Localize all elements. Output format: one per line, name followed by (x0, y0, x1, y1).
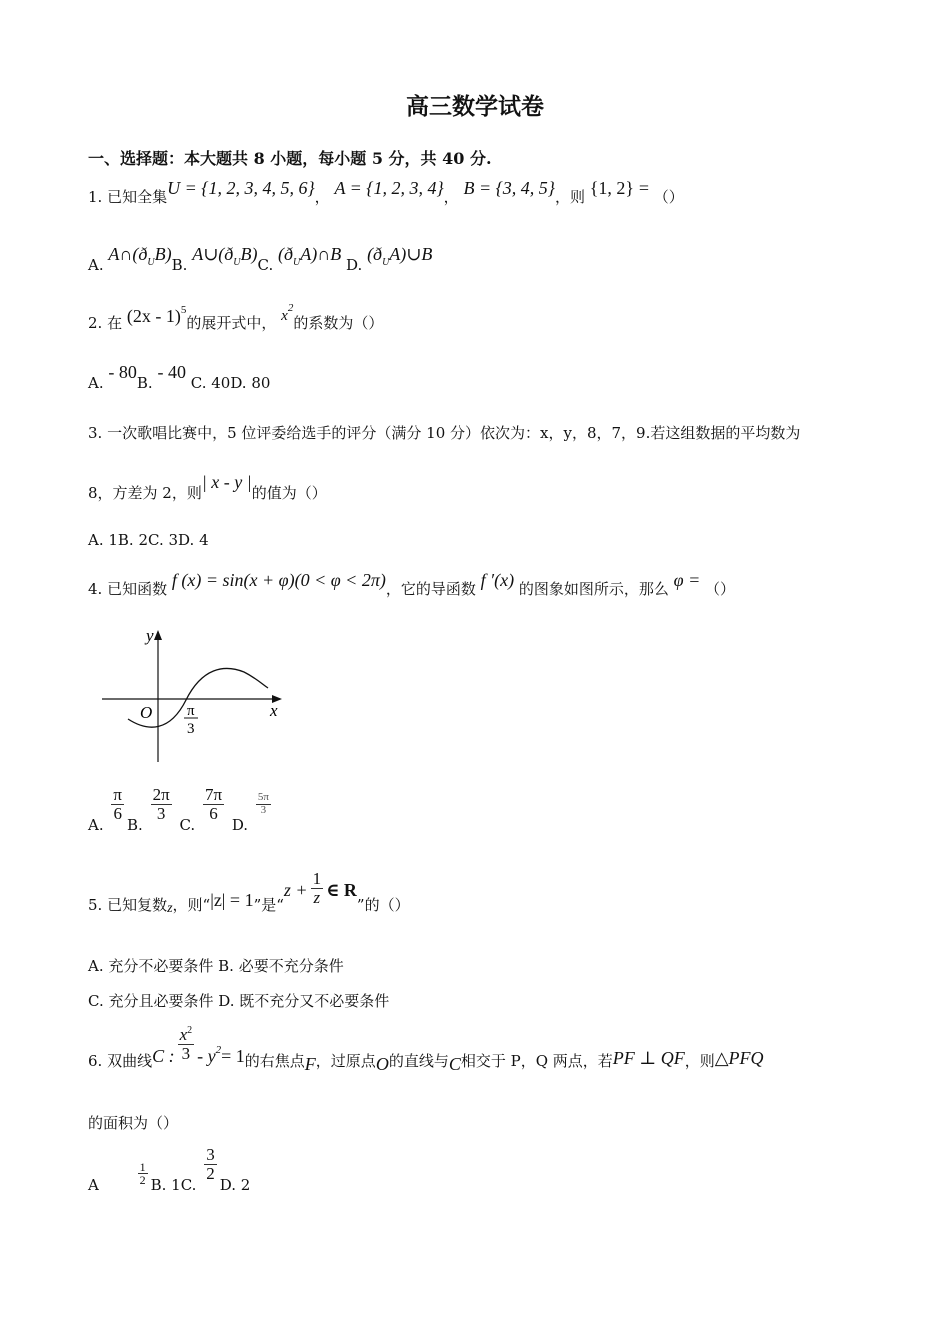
question-6-line-2: 的面积为（） (88, 1114, 179, 1132)
q4-opt-b-label: B. (126, 816, 143, 835)
q4-opt-a-label: A. (88, 816, 104, 835)
q4-paren: （） (705, 580, 736, 598)
q4-prefix: 4. 已知函数 (88, 580, 168, 598)
q5-z-plus: z + (283, 880, 308, 900)
q2-opt-b-label: B. (136, 374, 153, 392)
q2-binomial: (2x - 1)$^5$ (126, 304, 187, 326)
question-3-options: A. 1B. 2C. 3D. 4 (88, 531, 209, 549)
q6-mid4: 相交于 P，Q 两点，若 (460, 1052, 613, 1070)
graph-x-label: x (270, 701, 278, 720)
q1-universal-set: U = {1, 2, 3, 4, 5, 6} (167, 178, 315, 198)
q4-opt-c-label: C. (179, 816, 196, 835)
q2-suffix: 的系数为（） (293, 314, 384, 332)
q6-opt-a: $\frac{1}{2}$ (139, 1159, 146, 1188)
question-4-options (88, 785, 274, 835)
q4-function: f (x) = sin(x + φ)(0 < φ < 2π) (171, 570, 386, 590)
question-3-line-2 (88, 472, 327, 503)
q6-perp: PF ⊥ QF (612, 1048, 685, 1068)
q3-text-a: 8，方差为 2，则 (88, 484, 202, 502)
derivative-graph (98, 624, 290, 764)
q4-mid2: 的图象如图所示，那么 (518, 580, 669, 598)
graph-origin-label: O (140, 703, 153, 722)
q6-mid5: ，则 (684, 1052, 715, 1070)
q3-text-b: 的值为（） (251, 484, 327, 502)
q4-opt-d: $\frac{5\pi}{3}$ (257, 791, 269, 816)
q1-set-b: B = {3, 4, 5} (463, 178, 555, 198)
q5-one-over-z: $\frac{1}{z}$ (312, 869, 322, 907)
graph-y-label: y (146, 626, 154, 645)
q6-o: O (375, 1054, 389, 1074)
q6-opt-a-label: A (88, 1176, 99, 1195)
q4-opt-c: $\frac{7\pi}{6}$ (204, 785, 223, 823)
q6-x2-over-3: $\frac{x^2}{3}$ (179, 1025, 193, 1063)
q6-mid3: 的直线与 (388, 1052, 449, 1070)
q6-opt-c: $\frac{3}{2}$ (206, 1145, 215, 1183)
question-5 (88, 869, 410, 916)
q4-phi: φ = (673, 570, 701, 590)
q1-opt-a: $A\cap(ð_UB)$ (108, 244, 172, 268)
q1-opt-d-label: D. (346, 256, 363, 274)
q2-prefix: 2. 在 (88, 314, 123, 332)
q1-equals: = (638, 178, 650, 198)
q6-mid: 的右焦点 (244, 1052, 305, 1070)
graph-pi-label: π (187, 703, 195, 719)
q5-z: z (167, 901, 173, 916)
q1-opt-d: $(ð_UA)\cup B$ (367, 244, 433, 268)
q1-opt-b: $A\cup(ð_UB)$ (192, 244, 258, 268)
q2-mid: 的展开式中， (186, 314, 277, 332)
q1-paren: （） (653, 188, 684, 206)
question-6 (88, 1025, 764, 1074)
q1-then: ，则 (555, 188, 586, 206)
q2-opt-a-label: A. (88, 374, 104, 392)
q5-in-r: ∈ R (326, 880, 357, 900)
q4-derivative: f ′(x) (480, 570, 515, 590)
q6-eq1: = 1 (221, 1046, 245, 1066)
question-5-options-ab: A. 充分不必要条件 B. 必要不充分条件 (88, 957, 344, 975)
q6-prefix: 6. 双曲线 (88, 1052, 153, 1070)
q5-mid: ，则“ (172, 896, 211, 914)
question-2 (88, 302, 384, 333)
q4-opt-b: $\frac{2\pi}{3}$ (152, 785, 170, 823)
q6-minus-y2: - $y^2$ (197, 1044, 222, 1066)
q2-opt-cd: C. 40D. 80 (190, 374, 271, 392)
q4-opt-d-label: D. (231, 816, 249, 835)
question-4 (88, 570, 736, 599)
q6-triangle: △PFQ (714, 1048, 764, 1068)
q6-f: F (304, 1054, 316, 1074)
question-2-options (88, 362, 271, 393)
q6-c2: C (448, 1054, 461, 1074)
q6-opt-b: B. 1C. (150, 1176, 197, 1195)
question-5-options-cd: C. 充分且必要条件 D. 既不充分又不必要条件 (88, 992, 390, 1010)
graph-y-arrow (154, 630, 162, 640)
q6-opt-d: D. 2 (219, 1176, 251, 1195)
q1-opt-b-label: B. (171, 256, 188, 274)
q1-prefix: 1. 已知全集 (88, 188, 168, 206)
q4-mid: ，它的导函数 (385, 580, 476, 598)
question-1-options (88, 244, 433, 274)
q5-prefix: 5. 已知复数 (88, 896, 168, 914)
q2-opt-b: - 40 (157, 362, 186, 382)
question-6-options (88, 1145, 251, 1195)
q5-abs: |z| = 1 (210, 890, 254, 910)
question-3-line-1: 3. 一次歌唱比赛中，5 位评委给选手的评分（满分 10 分）依次为：x，y，8，7，9.若这组数据的平均数为 (88, 424, 801, 442)
q1-set-a: A = {1, 2, 3, 4} (334, 178, 444, 198)
q1-set-12: {1, 2} (589, 178, 635, 198)
q1-opt-c-label: C. (257, 256, 274, 274)
q6-mid2: ，过原点 (315, 1052, 376, 1070)
q3-abs-expr: | x - y | (201, 472, 252, 492)
q2-opt-a: - 80 (108, 362, 137, 382)
q5-suffix: ”的（） (356, 896, 410, 914)
graph-three-label: 3 (187, 721, 195, 737)
section-heading: 一、选择题：本大题共 8 小题，每小题 5 分，共 40 分. (88, 149, 492, 168)
q2-x-squared: $x^2$ (281, 302, 294, 324)
q1-opt-a-label: A. (88, 256, 104, 274)
question-1: 1. 已知全集U = {1, 2, 3, 4, 5, 6}， A = {1, 2, 3, 4}， B = {3, 4, 5}，则 {1, 2} = （） (88, 178, 684, 206)
page-title: 高三数学试卷 (406, 93, 544, 120)
q1-opt-c: $(ð_UA)\cap B$ (278, 244, 342, 268)
q4-opt-a: $\frac{\pi}{6}$ (113, 785, 122, 823)
q5-mid2: ”是“ (253, 896, 284, 914)
q6-c: C : (152, 1046, 175, 1066)
